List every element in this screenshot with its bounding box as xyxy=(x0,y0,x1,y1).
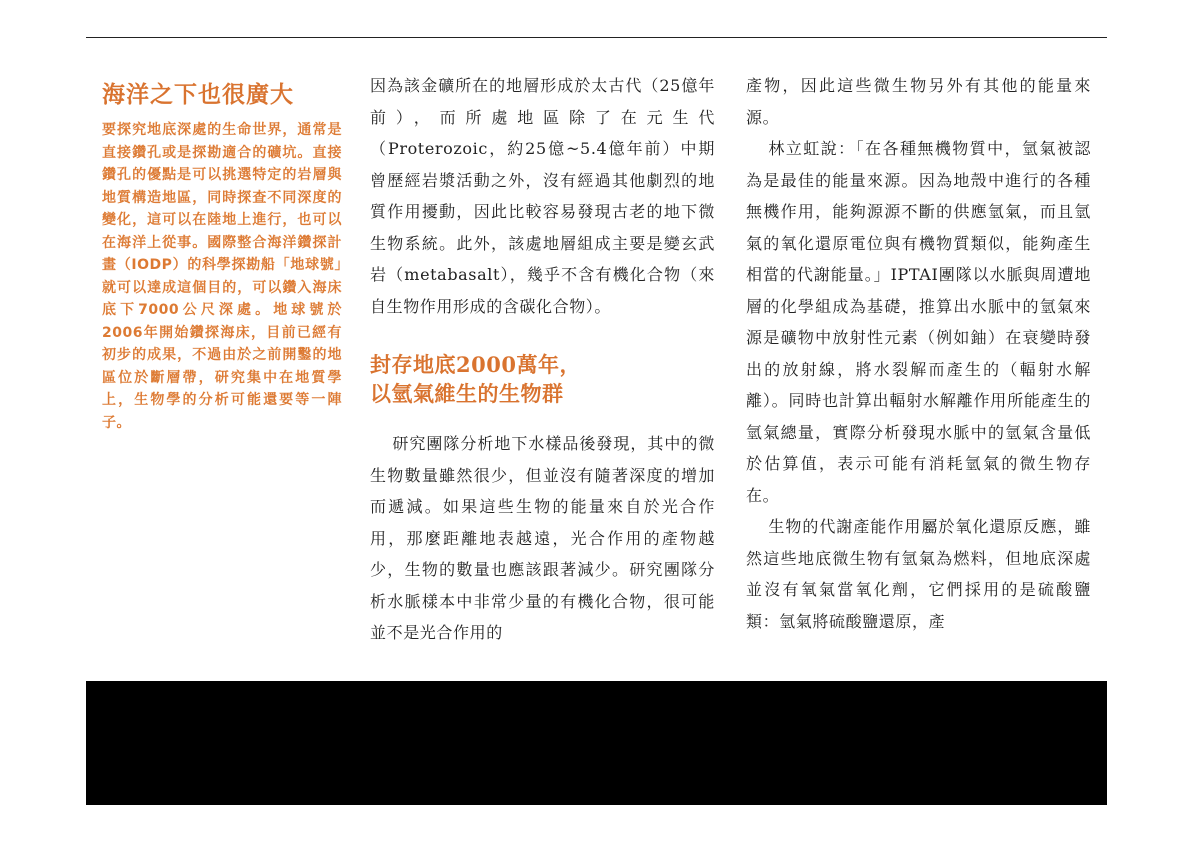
article-column-2 xyxy=(746,70,1091,637)
sidebar-title: 海洋之下也很廣大 xyxy=(102,82,294,108)
section-subheading xyxy=(370,350,715,408)
sidebar-box xyxy=(102,76,342,434)
subheading-line-1: 封存地底2000萬年， xyxy=(370,352,581,377)
article-column-1 xyxy=(370,70,715,649)
column1-paragraph-1: 因為該金礦所在的地層形成於太古代（25億年前），而所處地區除了在元生代（Proterozoic，約25億~5.4億年前）中期曾歷經岩漿活動之外，沒有經過其他劇烈的地質作用擾動，因此比較容易發現古老的地下微生物系統。此外，該處地層組成主要是變玄武岩（metabasalt），幾乎不含有機化合物（來自生物作用形成的含碳化合物）。 xyxy=(370,76,715,316)
column1-paragraph-2: 研究團隊分析地下水樣品後發現，其中的微生物數量雖然很少，但並沒有隨著深度的增加而遞減。如果這些生物的能量來自於光合作用，那麼距離地表越遠，光合作用的產物越少，生物的數量也應該跟著減少。研究團隊分析水脈樣本中非常少量的有機化合物，很可能並不是光合作用的 xyxy=(370,434,715,642)
sidebar-body: 要探究地底深處的生命世界，通常是直接鑽孔或是探勘適合的礦坑。直接鑽孔的優點是可以挑選特定的岩層與地質構造地區，同時探查不同深度的變化，這可以在陸地上進行，也可以在海洋上從事。國際整合海洋鑽探計畫（IODP）的科學探勘船「地球號」就可以達成這個目的，可以鑽入海床底下7000公尺深處。地球號於2006年開始鑽探海床，目前已經有初步的成果，不過由於之前開鑿的地區位於斷層帶，研究集中在地質學上，生物學的分析可能還要等一陣子。 xyxy=(102,122,342,431)
column2-paragraph-3: 生物的代謝產能作用屬於氧化還原反應，雖然這些地底微生物有氫氣為燃料，但地底深處並沒有氧氣當氧化劑，它們採用的是硫酸鹽類：氫氣將硫酸鹽還原，產 xyxy=(746,517,1091,631)
top-rule xyxy=(86,37,1107,38)
column2-paragraph-2: 林立虹說：「在各種無機物質中，氫氣被認為是最佳的能量來源。因為地殼中進行的各種無機作用，能夠源源不斷的供應氫氣，而且氫氣的氧化還原電位與有機物質類似，能夠產生相當的代謝能量。」IPTAI團隊以水脈與周遭地層的化學組成為基礎，推算出水脈中的氫氣來源是礦物中放射性元素（例如鈾）在衰變時發出的放射線，將水裂解而產生的（輻射水解離）。同時也計算出輻射水解離作用所能產生的氫氣總量，實際分析發現水脈中的氫氣含量低於估算值，表示可能有消耗氫氣的微生物存在。 xyxy=(746,139,1091,505)
column2-paragraph-1: 產物，因此這些微生物另外有其他的能量來源。 xyxy=(746,76,1091,127)
subheading-line-2: 以氫氣維生的生物群 xyxy=(370,381,564,406)
black-band xyxy=(86,681,1107,805)
